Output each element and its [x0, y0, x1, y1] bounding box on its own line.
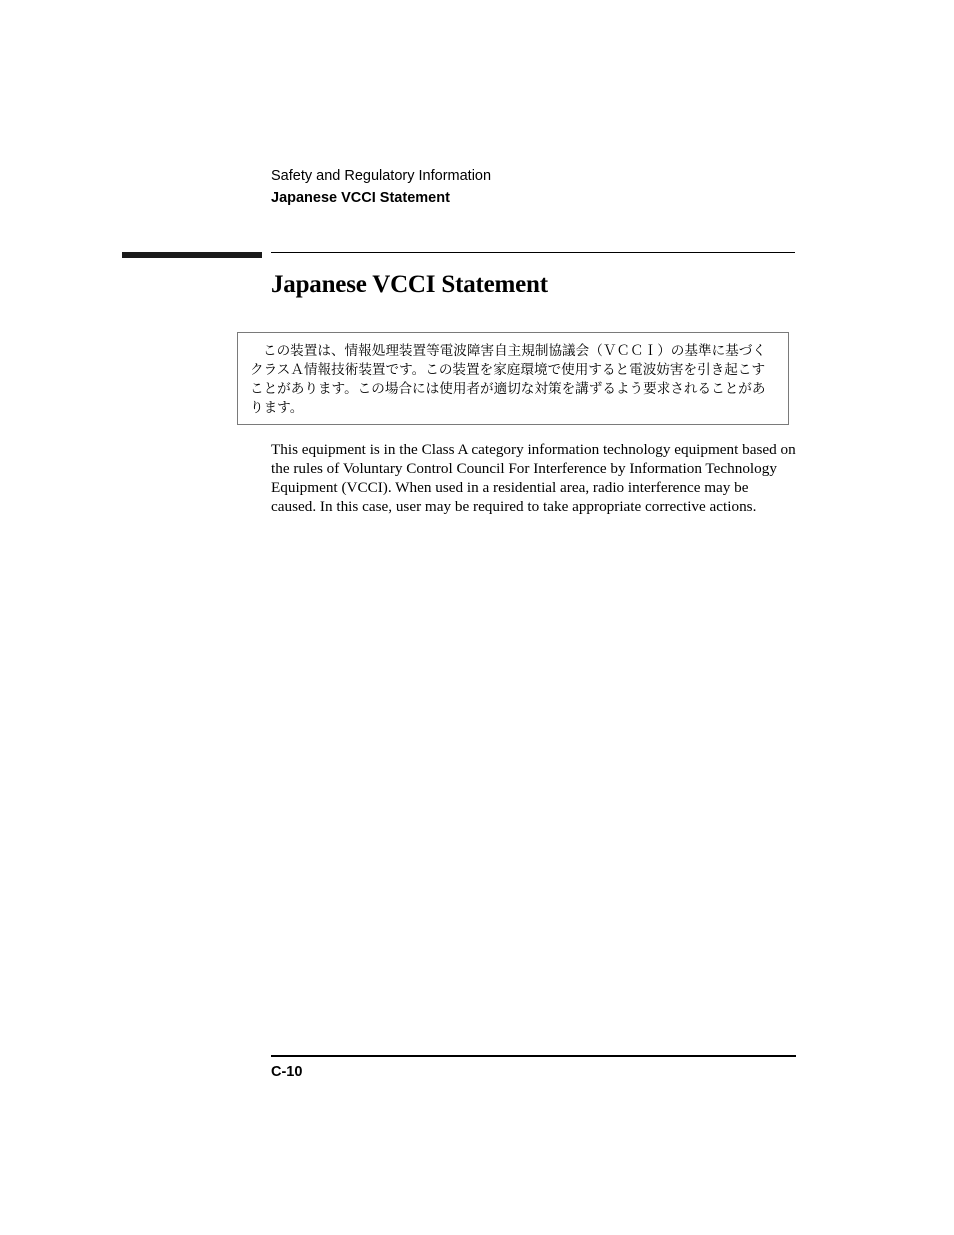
running-header: [271, 165, 491, 209]
section-marker-bar: [122, 252, 262, 258]
header-section-title: Japanese VCCI Statement: [271, 190, 450, 206]
english-statement: This equipment is in the Class A category information technology equipment based on the rules of Voluntary Control Council For Interference by Information Technology Equipment (VCCI). When used in a residential area, radio interference may be caused. In this case, user may be required to take appropriate corrective actions.: [271, 441, 796, 515]
header-chapter-title: Safety and Regulatory Information: [271, 168, 492, 184]
title-rule: [271, 252, 795, 253]
footer-rule: [271, 1055, 796, 1057]
page-number: C-10: [271, 1064, 303, 1080]
page-title: Japanese VCCI Statement: [271, 271, 548, 298]
japanese-notice-box: この装置は、情報処理装置等電波障害自主規制協議会（ＶＣＣＩ）の基準に基づくクラスＡ情報技術装置です。この装置を家庭環境で使用すると電波妨害を引き起こすことがあります。この場合には使用者が適切な対策を講ずるよう要求されることがあります。: [237, 332, 789, 425]
